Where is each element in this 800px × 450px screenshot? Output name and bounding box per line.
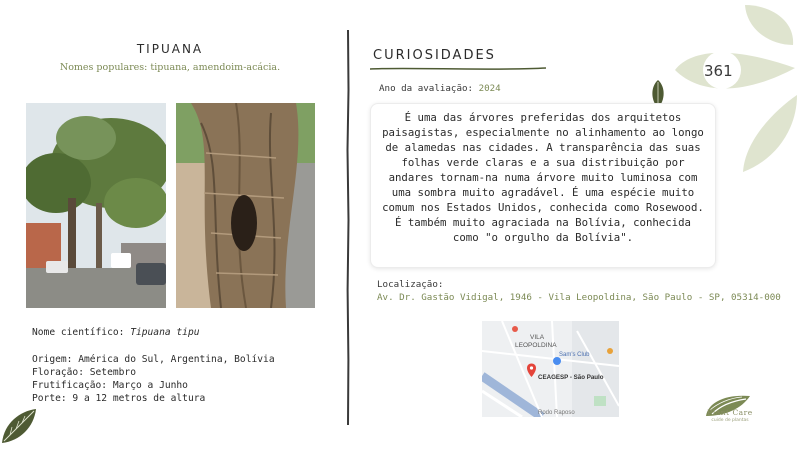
tree-street-photo: [26, 103, 166, 308]
brand-name: Plant Care: [707, 408, 753, 417]
brand-tagline: cuide de plantas: [711, 418, 749, 423]
page-number-badge: 361: [704, 62, 733, 80]
curiosities-title: CURIOSIDADES: [373, 48, 496, 63]
vertical-divider: [346, 30, 350, 425]
fruiting-line: Frutificação: Março a Junho: [32, 380, 188, 391]
location-map[interactable]: [482, 321, 619, 417]
title-underline: [370, 66, 546, 72]
curiosities-card: [370, 103, 716, 268]
origin-line: Origem: América do Sul, Argentina, Bolívia: [32, 354, 275, 365]
size-line: Porte: 9 a 12 metros de altura: [32, 393, 206, 404]
map-poi-store: Sam's Club: [559, 352, 590, 358]
map-poi-main: CEAGESP - São Paulo: [538, 374, 604, 381]
flowering-line: Floração: Setembro: [32, 367, 136, 378]
map-district-line1: VILA: [530, 334, 545, 341]
popular-names: Nomes populares: tipuana, amendoim-acácia.: [59, 62, 281, 73]
map-road: Rodo Raposo: [538, 410, 575, 416]
location-label: Localização:: [377, 279, 444, 290]
corner-leaf-icon: [0, 405, 40, 445]
evaluation-year: Ano da avaliação: 2024: [379, 83, 501, 94]
species-title: TIPUANA: [136, 42, 204, 56]
scientific-name: Nome científico: Tipuana tipu: [32, 327, 200, 338]
curiosities-text: É uma das árvores preferidas dos arquitetos paisagistas, especialmente no alinhamento ao longo de alamedas nas cidades. A transparência das suas folhas verde claras e a sua distribuição por andares tornam-na numa árvore muito luminosa com uma sombra muito agradável. É uma espécie muito comum nos Estados Unidos, conhecida como Rosewood. É também muito agraciada na Bolívia, conhecida como "o orgulho da Bolívia".: [382, 111, 704, 244]
decorative-leaves-icon: [675, 0, 800, 175]
location-address: Av. Dr. Gastão Vidigal, 1946 - Vila Leopoldina, São Paulo - SP, 05314-000: [377, 292, 781, 303]
map-district-line2: LEOPOLDINA: [515, 342, 557, 349]
tree-trunk-photo: [176, 103, 315, 308]
